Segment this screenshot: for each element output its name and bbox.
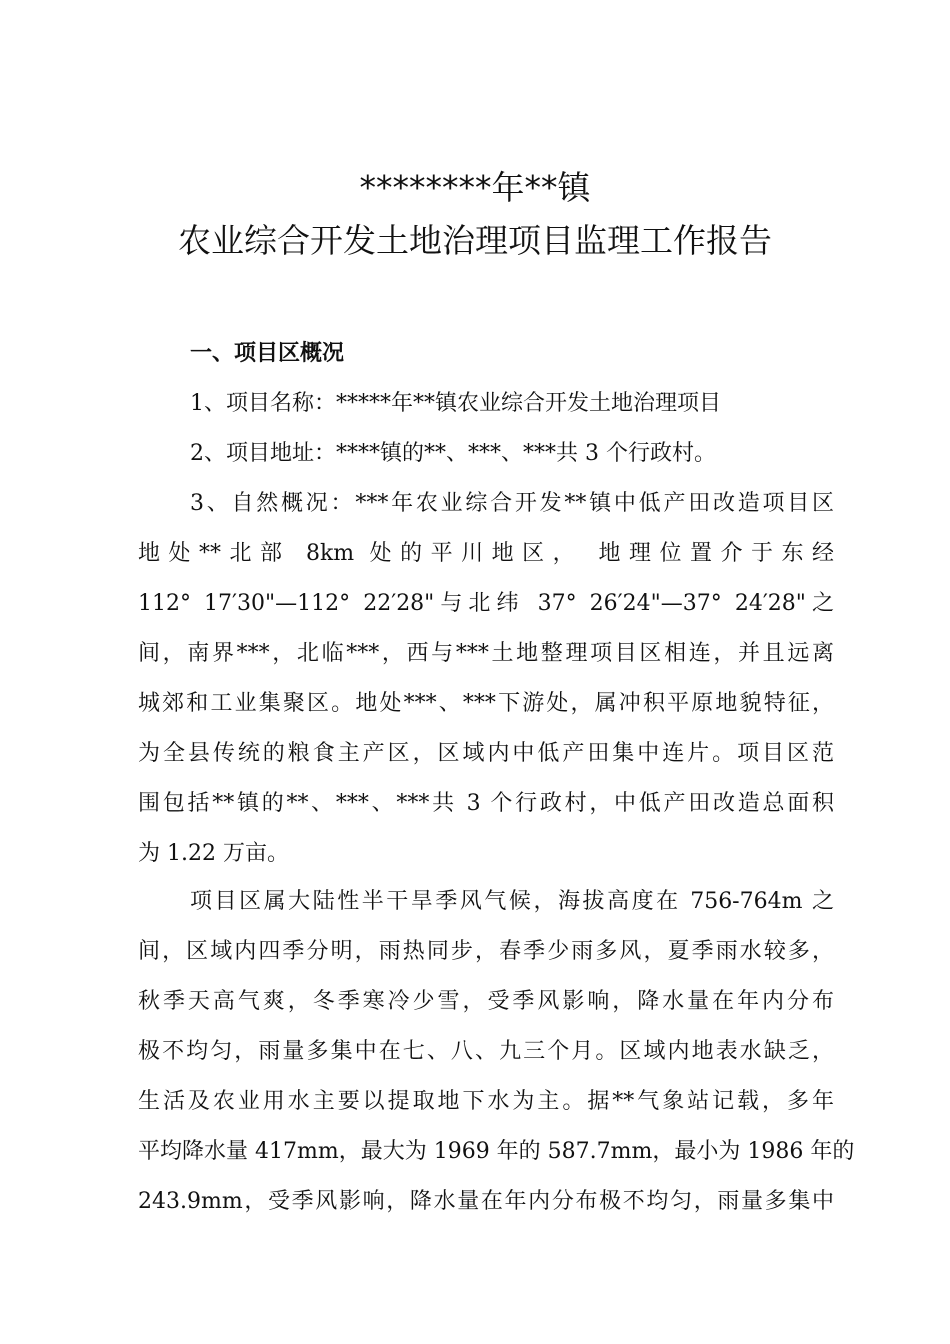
report-title-line-2: 农业综合开发土地治理项目监理工作报告 — [178, 221, 772, 260]
paragraph-line: 秋季天高气爽，冬季寒冷少雪，受季风影响，降水量在年内分布 — [138, 989, 834, 1014]
paragraph-line: 极不均匀，雨量多集中在七、八、九三个月。区域内地表水缺乏， — [138, 1039, 834, 1064]
item-project-address: 2、项目地址：****镇的**、***、***共 3 个行政村。 — [190, 441, 716, 466]
paragraph-line: 生活及农业用水主要以提取地下水为主。据**气象站记载，多年 — [138, 1089, 834, 1114]
section-heading: 一、项目区概况 — [190, 341, 345, 366]
paragraph-line: 243.9mm，受季风影响，降水量在年内分布极不均匀，雨量多集中 — [138, 1189, 834, 1214]
paragraph-line: 间，南界***，北临***，西与***土地整理项目区相连，并且远离 — [138, 641, 834, 666]
paragraph-line: 平均降水量 417mm，最大为 1969 年的 587.7mm，最小为 1986 年的 — [138, 1139, 855, 1164]
item-project-name: 1、项目名称：*****年**镇农业综合开发土地治理项目 — [190, 391, 721, 416]
paragraph-line: 城郊和工业集聚区。地处***、***下游处，属冲积平原地貌特征， — [138, 691, 834, 716]
paragraph-line: 间，区域内四季分明，雨热同步，春季少雨多风，夏季雨水较多， — [138, 939, 834, 964]
report-title-line-1: ********年**镇 — [359, 168, 591, 207]
paragraph-line: 项目区属大陆性半干旱季风气候，海拔高度在 756-764m 之 — [190, 889, 834, 914]
paragraph-line: 为全县传统的粮食主产区，区域内中低产田集中连片。项目区范 — [138, 741, 834, 766]
paragraph-line: 3、自然概况：***年农业综合开发**镇中低产田改造项目区 — [190, 491, 834, 516]
paragraph-line: 112° 17′30"—112° 22′28"与北纬 37° 26′24"—37° 24′28"之 — [138, 591, 834, 616]
paragraph-line: 围包括**镇的**、***、***共 3 个行政村，中低产田改造总面积 — [138, 791, 834, 816]
paragraph-line: 为 1.22 万亩。 — [138, 841, 289, 866]
paragraph-line: 地处**北部 8km 处的平川地区， 地理位置介于东经 — [138, 541, 834, 566]
